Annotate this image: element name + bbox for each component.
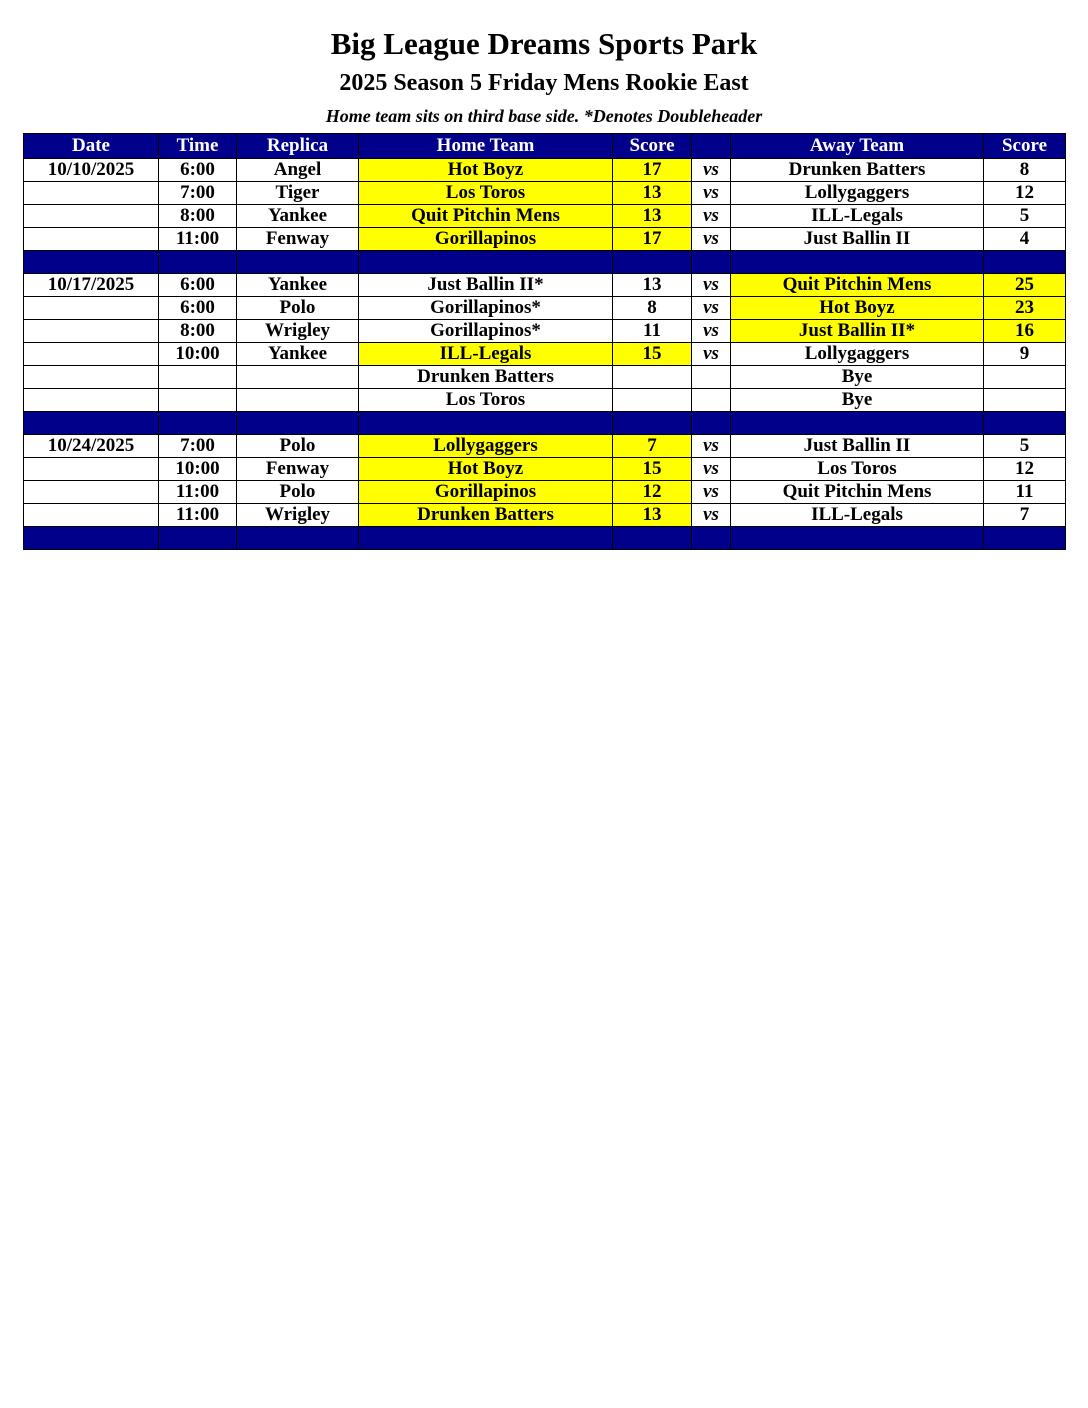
away-team-cell: Just Ballin II (731, 228, 984, 251)
away-score-cell (984, 389, 1066, 412)
home-score-cell (613, 366, 692, 389)
home-score-cell: 15 (613, 343, 692, 366)
time-cell: 11:00 (159, 228, 237, 251)
separator-cell (984, 251, 1066, 274)
separator-row (24, 251, 1066, 274)
home-score-cell: 7 (613, 435, 692, 458)
header-away-score: Score (984, 134, 1066, 159)
header-time: Time (159, 134, 237, 159)
separator-cell (359, 251, 613, 274)
away-team-cell: Hot Boyz (731, 297, 984, 320)
away-team-cell: ILL-Legals (731, 205, 984, 228)
time-cell: 8:00 (159, 320, 237, 343)
away-score-cell: 11 (984, 481, 1066, 504)
separator-cell (159, 527, 237, 550)
vs-cell: vs (692, 182, 731, 205)
separator-cell (692, 412, 731, 435)
time-cell: 11:00 (159, 481, 237, 504)
separator-cell (692, 251, 731, 274)
replica-cell: Polo (237, 297, 359, 320)
home-score-cell: 11 (613, 320, 692, 343)
vs-cell: vs (692, 343, 731, 366)
date-cell (24, 205, 159, 228)
date-cell (24, 389, 159, 412)
home-score-cell: 17 (613, 228, 692, 251)
date-cell (24, 343, 159, 366)
away-score-cell: 7 (984, 504, 1066, 527)
vs-cell: vs (692, 274, 731, 297)
separator-cell (984, 527, 1066, 550)
separator-cell (613, 251, 692, 274)
away-team-cell: Bye (731, 389, 984, 412)
separator-cell (237, 251, 359, 274)
header-home-team: Home Team (359, 134, 613, 159)
replica-cell (237, 366, 359, 389)
away-team-cell: Los Toros (731, 458, 984, 481)
separator-cell (984, 412, 1066, 435)
header-row (24, 134, 1066, 159)
home-score-cell: 12 (613, 481, 692, 504)
home-team-cell: Drunken Batters (359, 366, 613, 389)
vs-cell: vs (692, 159, 731, 182)
away-score-cell: 5 (984, 205, 1066, 228)
away-score-cell: 25 (984, 274, 1066, 297)
date-cell (24, 182, 159, 205)
separator-cell (159, 412, 237, 435)
game-row (24, 320, 1066, 343)
game-row (24, 343, 1066, 366)
away-team-cell: Quit Pitchin Mens (731, 274, 984, 297)
vs-cell (692, 389, 731, 412)
game-row (24, 389, 1066, 412)
home-score-cell: 17 (613, 159, 692, 182)
home-score-cell: 13 (613, 182, 692, 205)
time-cell (159, 366, 237, 389)
home-score-cell: 15 (613, 458, 692, 481)
header-date: Date (24, 134, 159, 159)
date-cell (24, 320, 159, 343)
home-team-cell: Hot Boyz (359, 458, 613, 481)
separator-cell (613, 527, 692, 550)
time-cell: 11:00 (159, 504, 237, 527)
separator-cell (24, 527, 159, 550)
replica-cell: Polo (237, 481, 359, 504)
home-team-cell: Just Ballin II* (359, 274, 613, 297)
home-score-cell: 13 (613, 504, 692, 527)
date-cell (24, 297, 159, 320)
replica-cell: Wrigley (237, 320, 359, 343)
separator-cell (731, 251, 984, 274)
replica-cell: Fenway (237, 458, 359, 481)
game-row (24, 481, 1066, 504)
vs-cell: vs (692, 458, 731, 481)
home-score-cell: 13 (613, 274, 692, 297)
home-team-cell: Gorillapinos* (359, 320, 613, 343)
separator-row (24, 527, 1066, 550)
doubleheader-note: Home team sits on third base side. *Denotes Doubleheader (325, 106, 763, 126)
time-cell: 10:00 (159, 343, 237, 366)
time-cell: 6:00 (159, 159, 237, 182)
date-cell (24, 366, 159, 389)
vs-cell: vs (692, 205, 731, 228)
away-score-cell (984, 366, 1066, 389)
game-row (24, 458, 1066, 481)
separator-cell (159, 251, 237, 274)
schedule-body (24, 159, 1066, 550)
header-home-score: Score (613, 134, 692, 159)
date-cell (24, 481, 159, 504)
separator-cell (24, 412, 159, 435)
home-team-cell: Los Toros (359, 389, 613, 412)
home-team-cell: Gorillapinos (359, 481, 613, 504)
game-row (24, 205, 1066, 228)
home-team-cell: Lollygaggers (359, 435, 613, 458)
vs-cell: vs (692, 297, 731, 320)
away-score-cell: 8 (984, 159, 1066, 182)
game-row (24, 182, 1066, 205)
vs-cell (692, 366, 731, 389)
vs-cell: vs (692, 504, 731, 527)
home-team-cell: Hot Boyz (359, 159, 613, 182)
away-score-cell: 9 (984, 343, 1066, 366)
home-score-cell: 13 (613, 205, 692, 228)
separator-cell (237, 527, 359, 550)
schedule-table (23, 133, 1066, 550)
time-cell: 7:00 (159, 182, 237, 205)
date-cell (24, 458, 159, 481)
home-team-cell: Drunken Batters (359, 504, 613, 527)
date-cell (24, 504, 159, 527)
time-cell: 6:00 (159, 297, 237, 320)
home-team-cell: ILL-Legals (359, 343, 613, 366)
away-team-cell: Just Ballin II* (731, 320, 984, 343)
time-cell: 6:00 (159, 274, 237, 297)
replica-cell: Wrigley (237, 504, 359, 527)
game-row (24, 297, 1066, 320)
page-subtitle: 2025 Season 5 Friday Mens Rookie East (339, 70, 749, 96)
replica-cell: Polo (237, 435, 359, 458)
header-away-team: Away Team (731, 134, 984, 159)
time-cell: 7:00 (159, 435, 237, 458)
vs-cell: vs (692, 481, 731, 504)
separator-cell (237, 412, 359, 435)
page-title: Big League Dreams Sports Park (330, 26, 758, 61)
game-row (24, 504, 1066, 527)
separator-cell (359, 527, 613, 550)
vs-cell: vs (692, 228, 731, 251)
away-team-cell: Bye (731, 366, 984, 389)
separator-cell (692, 527, 731, 550)
game-row (24, 435, 1066, 458)
away-score-cell: 23 (984, 297, 1066, 320)
time-cell: 8:00 (159, 205, 237, 228)
away-score-cell: 12 (984, 458, 1066, 481)
away-team-cell: ILL-Legals (731, 504, 984, 527)
replica-cell: Yankee (237, 343, 359, 366)
away-team-cell: Drunken Batters (731, 159, 984, 182)
vs-cell: vs (692, 435, 731, 458)
header-replica: Replica (237, 134, 359, 159)
separator-cell (613, 412, 692, 435)
away-team-cell: Just Ballin II (731, 435, 984, 458)
game-row (24, 159, 1066, 182)
home-score-cell: 8 (613, 297, 692, 320)
date-cell (24, 228, 159, 251)
replica-cell: Angel (237, 159, 359, 182)
separator-cell (731, 527, 984, 550)
away-score-cell: 16 (984, 320, 1066, 343)
time-cell: 10:00 (159, 458, 237, 481)
away-score-cell: 5 (984, 435, 1066, 458)
separator-cell (731, 412, 984, 435)
date-cell: 10/24/2025 (24, 435, 159, 458)
home-team-cell: Quit Pitchin Mens (359, 205, 613, 228)
separator-row (24, 412, 1066, 435)
vs-cell: vs (692, 320, 731, 343)
date-cell: 10/10/2025 (24, 159, 159, 182)
home-team-cell: Los Toros (359, 182, 613, 205)
away-team-cell: Lollygaggers (731, 343, 984, 366)
replica-cell: Yankee (237, 274, 359, 297)
game-row (24, 366, 1066, 389)
replica-cell: Tiger (237, 182, 359, 205)
header-vs (692, 134, 731, 159)
replica-cell: Fenway (237, 228, 359, 251)
game-row (24, 274, 1066, 297)
home-team-cell: Gorillapinos* (359, 297, 613, 320)
game-row (24, 228, 1066, 251)
time-cell (159, 389, 237, 412)
home-team-cell: Gorillapinos (359, 228, 613, 251)
away-score-cell: 4 (984, 228, 1066, 251)
home-score-cell (613, 389, 692, 412)
separator-cell (359, 412, 613, 435)
away-team-cell: Quit Pitchin Mens (731, 481, 984, 504)
replica-cell (237, 389, 359, 412)
away-team-cell: Lollygaggers (731, 182, 984, 205)
separator-cell (24, 251, 159, 274)
date-cell: 10/17/2025 (24, 274, 159, 297)
replica-cell: Yankee (237, 205, 359, 228)
away-score-cell: 12 (984, 182, 1066, 205)
